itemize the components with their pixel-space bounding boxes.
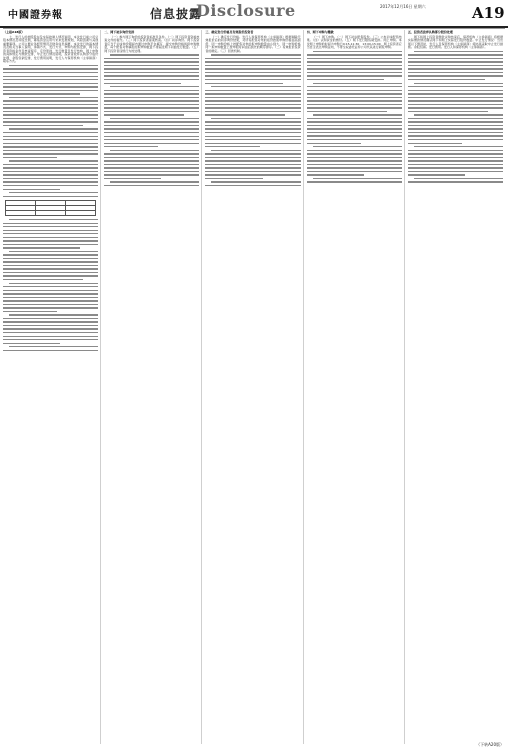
- section-title-english: Disclosure: [196, 1, 296, 20]
- column-heading: 四、网下申购与缴款: [306, 30, 334, 34]
- top-rule: [3, 28, 505, 29]
- newspaper-brand: 中國證券報: [8, 10, 63, 21]
- data-table: [5, 200, 96, 216]
- column-heading: 五、投资者放弃认购部分股份处理: [407, 30, 453, 34]
- body-text-block: [3, 65, 98, 197]
- text-column-2: [104, 30, 202, 744]
- column-text: （一）网下申购。（二）网下初步配售股份。（三）公布初步配售结果。（四）认购资金的缴付。（五）网下发行限售期安排。网上申购。本次网上申购的时间为申购日9:15-11:30、13:00-15:00，网上投资者应当自主表达申购意向，不得全权委托证券公司代其进行新股申购。: [306, 34, 402, 50]
- column-heading: 三、确定发行价格及有效报价投资者: [205, 30, 254, 34]
- body-text-block: [205, 54, 300, 186]
- column-heading: （上接A18版）: [3, 30, 25, 34]
- issue-date: 2017年12月16日 星期六: [380, 4, 426, 9]
- text-column-1: [3, 30, 101, 744]
- continued-note: （下转A20版）: [476, 742, 504, 747]
- column-text: 网下和网上投资者缴款认购结束后，保荐机构（主承销商）将根据实际缴款情况确认网下和网上实际发行股份数量。中止发行情况：当出现以下情况时，发行人及保荐机构（主承销商）将协商采取中止发行措施。余股包销。发行费用。发行人和保荐机构（主承销商）。: [407, 34, 504, 50]
- column-text: （一）参与网下询价的投资者标准及条件。（二）网下投资者资格核查文件的提交。（三）网下投资者备案核查。（四）初步询价。网下投资者应当于初步询价期间内通过申购平台填写、提交申购价格和拟申购数量，每个配售对象填报的拟申购数量不得超过网下初始发行数量。（五）网下投资者违规行为的处理。: [104, 34, 200, 53]
- text-column-4: [307, 30, 405, 744]
- text-column-5: [408, 30, 505, 744]
- article-body: [3, 30, 505, 744]
- masthead: [0, 0, 508, 28]
- body-text-block: [104, 54, 199, 186]
- section-title: 信息披露: [150, 7, 203, 21]
- page-number: A19: [472, 4, 505, 22]
- body-text-block: [3, 219, 98, 351]
- body-text-block: [408, 51, 503, 183]
- column-text: 七、发行人的控股股东及实际控制人情况说明，本次发行前公司总股本情况及持股比例，募集资金运用与未来发展规划，风险因素与其他重要事项。公司主要业务经营情况及财务信息摘要，本次发行的基本情况及相关当事人说明，承销方式、发行方式、申购与配售安排，网下投资者资格条件及核查程序，定价原则、发行数量及发行结构，网上申购的具体规定与缴款安排，中止发行情况说明，投资者放弃认购部分股份处理，余股包销安排，发行费用说明，发行人与保荐机构（主承销商）联系方式。: [3, 34, 99, 64]
- text-column-3: [205, 30, 303, 744]
- body-text-block: [307, 51, 402, 183]
- column-text: （一）确定发行价格。发行人和保荐机构（主承销商）根据剔除无效报价后的初步询价结果，对所有配售对象的报价按照申购价格由高到低、同一申购价格上按配售对象的拟申购数量由小到大、同一申购价格同一拟申购数量上按申报时间由后到先的顺序排序。（二）有效报价投资者的确定。（三）回拨机制。: [205, 34, 301, 53]
- column-heading: 二、网下初步询价安排: [104, 30, 135, 34]
